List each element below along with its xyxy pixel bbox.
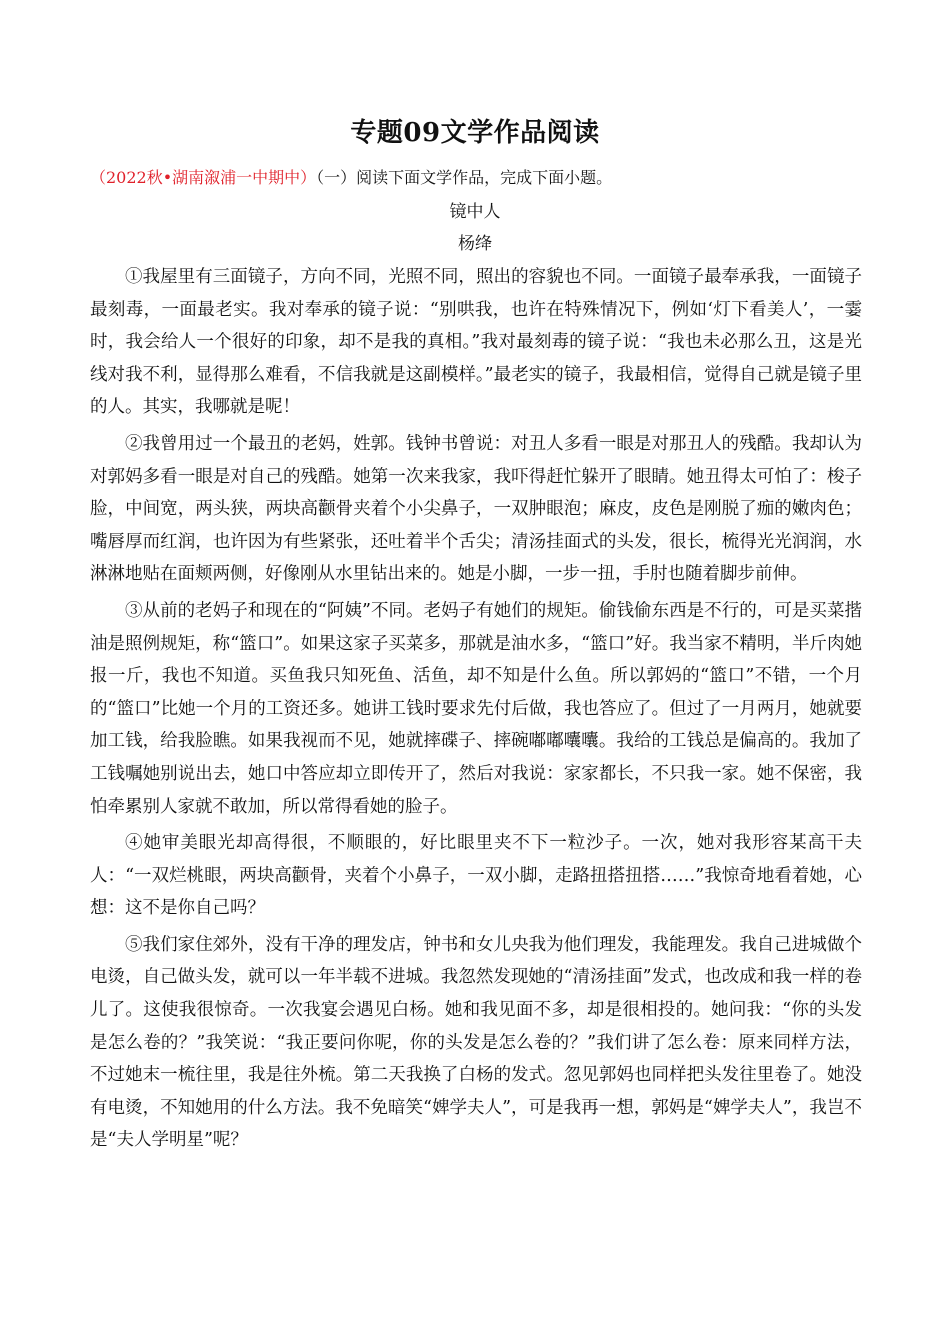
paragraph-3: ③从前的老妈子和现在的“阿姨”不同。老妈子有她们的规矩。偷钱偷东西是不行的，可是买菜揩油是照例规矩，称“篮口”。如果这家子买菜多，那就是油水多，“篮口”好。我当家不精明，半斤肉她报一斤，我也不知道。买鱼我只知死鱼、活鱼，却不知是什么鱼。所以郭妈的“篮口”不错，一个月的“篮口”比她一个月的工资还多。她讲工钱时要求先付后做，我也答应了。但过了一月两月，她就要加工钱，给我脸瞧。如果我视而不见，她就摔碟子、摔碗嘟嘟囔囔。我给的工钱总是偏高的。我加了工钱嘱她别说出去，她口中答应却立即传开了，然后对我说：家家都长，不只我一家。她不保密，我怕牵累别人家就不敢加，所以常得看她的脸子。 [90,600,862,817]
source-tag: （2022秋•湖南溆浦一中期中） [90,168,317,187]
article-body [90,261,862,1161]
question-header [90,166,870,190]
page-title: 专题09文学作品阅读 [350,118,600,148]
paragraph-5: ⑤我们家住郊外，没有干净的理发店，钟书和女儿央我为他们理发，我能理发。我自己进城做个电烫，自己做头发，就可以一年半载不进城。我忽然发现她的“清汤挂面”发式，也改成和我一样的卷儿了。这使我很惊奇。一次我宴会遇见白杨。她和我见面不多，却是很相投的。她问我：“你的头发是怎么卷的？”我笑说：“我正要问你呢，你的头发是怎么卷的？”我们讲了怎么卷：原来同样方法，不过她末一梳往里，我是往外梳。第二天我换了白杨的发式。忽见郭妈也同样把头发往里卷了。她没有电烫，不知她用的什么方法。我不免暗笑“婢学夫人”，可是我再一想，郭妈是“婢学夫人”，我岂不是“夫人学明星”呢？ [90,934,862,1151]
instruction-text: （一）阅读下面文学作品，完成下面小题。 [316,168,613,187]
paragraph-2: ②我曾用过一个最丑的老妈，姓郭。钱钟书曾说：对丑人多看一眼是对那丑人的残酷。我却认为对郭妈多看一眼是对自己的残酷。她第一次来我家，我吓得赶忙躲开了眼睛。她丑得太可怕了：梭子脸，中间宽，两头狭，两块高颧骨夹着个小尖鼻子，一双肿眼泡；麻皮，皮色是刚脱了痂的嫩肉色；嘴唇厚而红润，也许因为有些紧张，还吐着半个舌尖；清汤挂面式的头发，很长，梳得光光润润，水淋淋地贴在面颊两侧，好像刚从水里钻出来的。她是小脚，一步一扭，手肘也随着脚步前伸。 [90,433,862,585]
work-title: 镜中人 [449,202,501,222]
author-name: 杨绛 [458,234,492,254]
paragraph-4: ④她审美眼光却高得很，不顺眼的，好比眼里夹不下一粒沙子。一次，她对我形容某高干夫人：“一双烂桃眼，两块高颧骨，夹着个小鼻子，一双小脚，走路扭搭扭搭……”我惊奇地看着她，心想：这不是你自己吗？ [90,833,862,919]
paragraph-1: ①我屋里有三面镜子，方向不同，光照不同，照出的容貌也不同。一面镜子最奉承我，一面镜子最刻毒，一面最老实。我对奉承的镜子说：“别哄我，也许在特殊情况下，例如‘灯下看美人’，一霎时，我会给人一个很好的印象，却不是我的真相。”我对最刻毒的镜子说：“我也未必那么丑，这是光线对我不利，显得那么难看，不信我就是这副模样。”最老实的镜子，我最相信，觉得自己就是镜子里的人。其实，我哪就是呢！ [90,267,862,418]
